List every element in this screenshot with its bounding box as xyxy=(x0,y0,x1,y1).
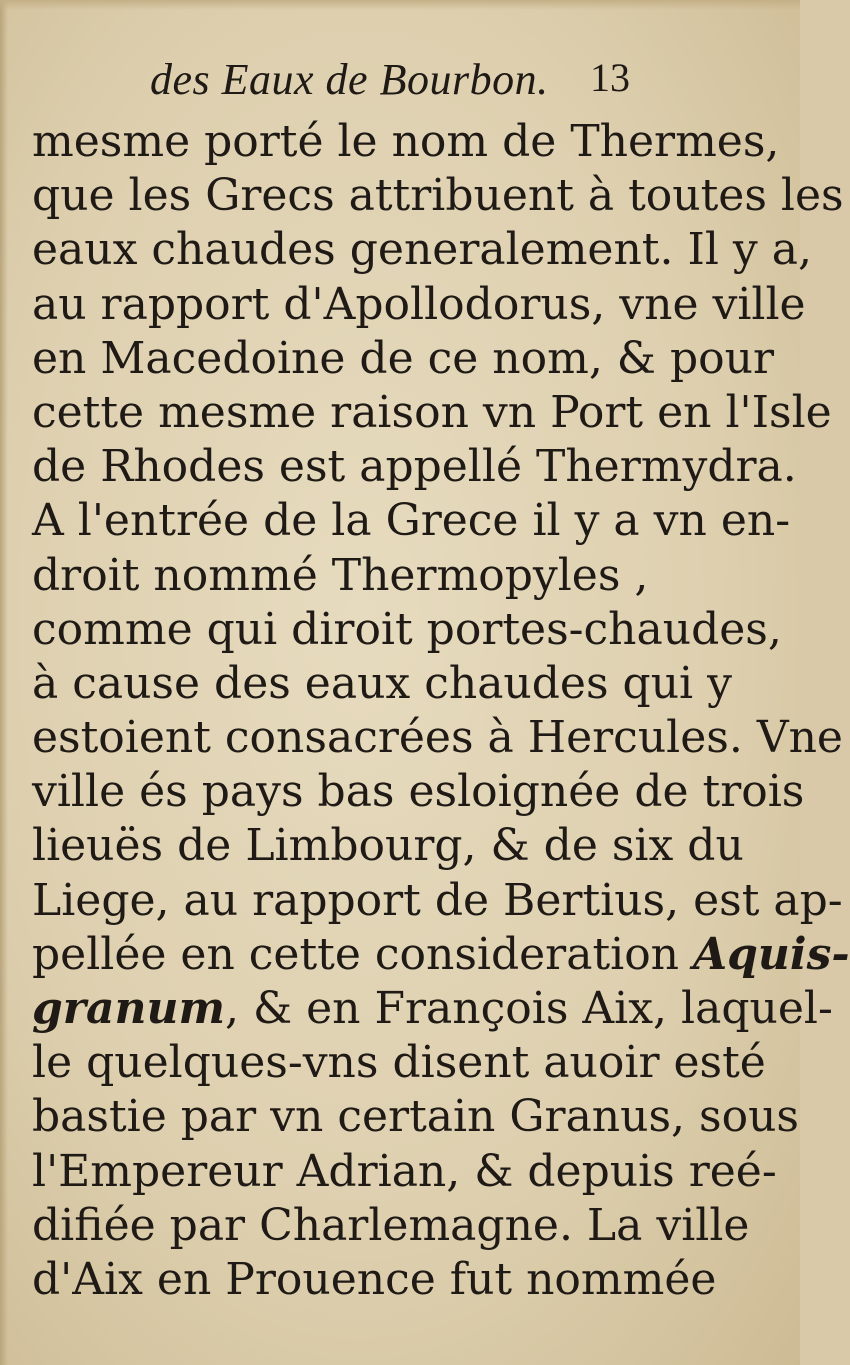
text-segment: à cause des eaux chaudes qui y xyxy=(32,657,732,709)
text-line-7 xyxy=(32,440,797,494)
text-line-9 xyxy=(32,549,648,603)
text-line-20 xyxy=(32,1145,777,1199)
text-segment: que les Grecs attribuent à toutes les xyxy=(32,170,844,222)
text-segment: en Macedoine de ce nom, & pour xyxy=(32,332,774,384)
text-line-22 xyxy=(32,1253,717,1307)
text-line-18 xyxy=(32,1036,766,1090)
text-segment: , & en François Aix, laquel- xyxy=(225,983,833,1034)
text-segment: estoient consacrées à Hercules. Vne xyxy=(32,712,843,764)
text-line-3 xyxy=(32,223,812,277)
text-segment: le quelques-vns disent auoir esté xyxy=(32,1037,766,1089)
text-segment: lieuës de Limbourg, & de six du xyxy=(32,820,744,872)
page-edge-shadow xyxy=(0,0,8,1365)
italic-term: granum xyxy=(32,983,225,1034)
text-segment: difiée par Charlemagne. La ville xyxy=(32,1199,750,1251)
text-segment: mesme porté le nom de Thermes, xyxy=(32,116,780,167)
page-header xyxy=(0,50,800,110)
italic-term: Aquis- xyxy=(693,928,850,980)
text-segment: l'Empereur Adrian, & depuis reé- xyxy=(32,1145,777,1197)
text-line-6 xyxy=(32,386,832,440)
text-line-15 xyxy=(32,874,843,928)
text-line-10 xyxy=(32,603,782,657)
text-segment: au rapport d'Apollodorus, vne ville xyxy=(32,278,806,330)
text-line-14 xyxy=(32,819,744,873)
text-line-19 xyxy=(32,1090,800,1144)
page-number: 13 xyxy=(590,55,630,100)
text-segment: Liege, au rapport de Bertius, est ap- xyxy=(32,874,843,926)
text-line-21 xyxy=(32,1199,750,1253)
text-segment: de Rhodes est appellé Thermydra. xyxy=(32,441,797,493)
text-line-11 xyxy=(32,657,732,711)
text-line-5 xyxy=(32,332,774,386)
text-segment: droit nommé Thermopyles , xyxy=(32,549,649,601)
body-text xyxy=(32,115,850,1307)
text-segment: bastie par vn certain Granus, sous xyxy=(32,1091,800,1143)
text-line-4 xyxy=(32,278,806,332)
text-segment: d'Aix en Prouence fut nommée xyxy=(32,1253,717,1305)
text-line-1 xyxy=(32,115,780,169)
page-top-shadow xyxy=(0,0,800,10)
text-line-17 xyxy=(32,982,833,1036)
text-line-16 xyxy=(32,928,850,982)
text-line-2 xyxy=(32,169,844,223)
text-line-12 xyxy=(32,711,843,765)
running-title: des Eaux de Bourbon. xyxy=(150,55,549,104)
text-line-8 xyxy=(32,494,791,548)
text-segment: ville és pays bas esloignée de trois xyxy=(32,766,805,818)
text-segment: eaux chaudes generalement. Il y a, xyxy=(32,224,812,276)
text-segment: comme qui diroit portes-chaudes, xyxy=(32,603,782,655)
text-line-13 xyxy=(32,765,805,819)
text-segment: cette mesme raison vn Port en l'Isle xyxy=(32,386,832,438)
text-segment: A l'entrée de la Grece il y a vn en- xyxy=(32,495,791,547)
text-segment: pellée en cette consideration xyxy=(32,928,694,980)
